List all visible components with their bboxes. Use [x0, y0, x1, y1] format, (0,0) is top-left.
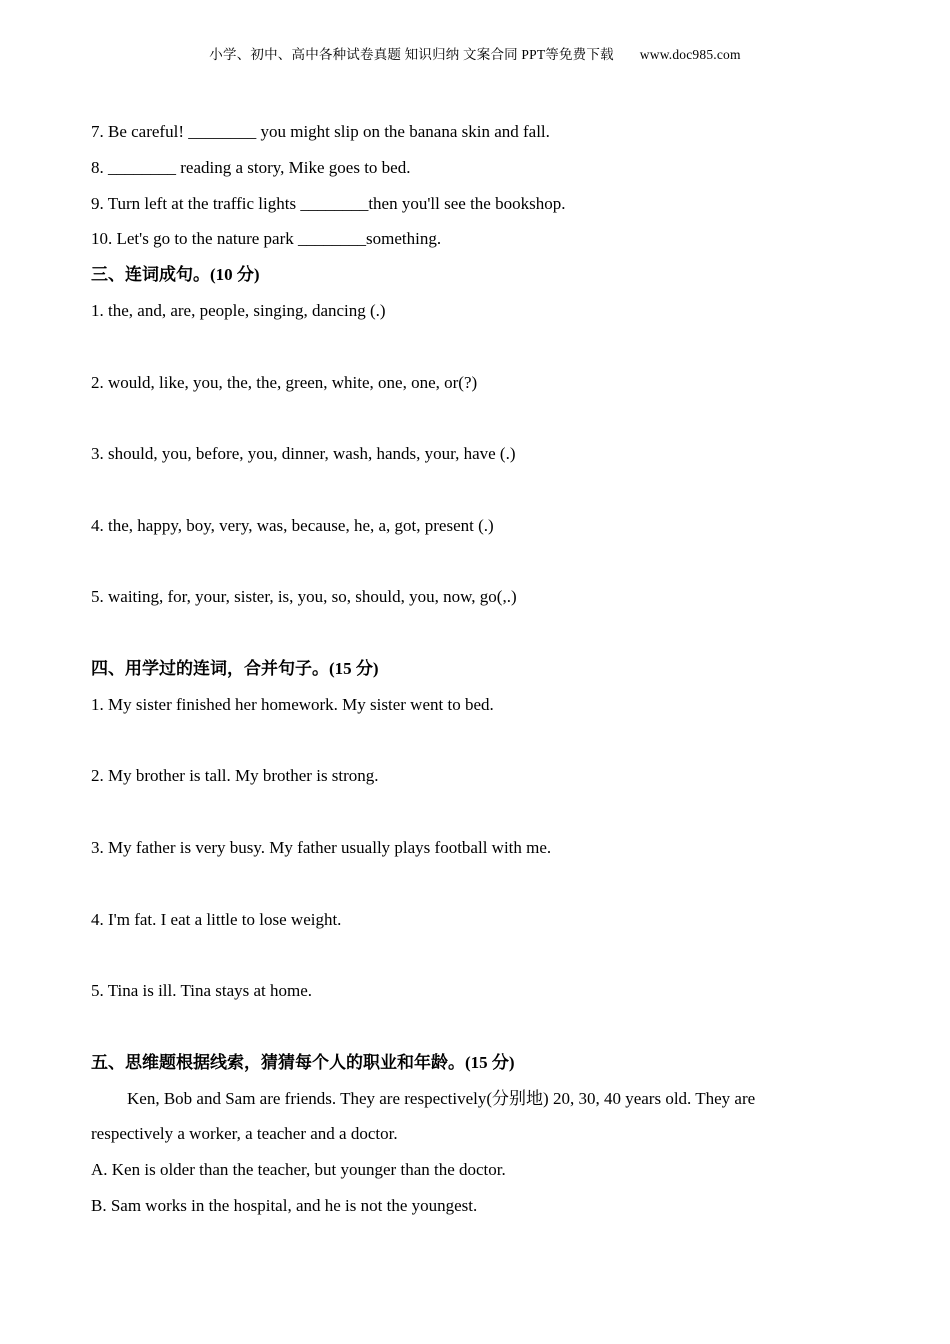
section-3-item-1: 1. the, and, are, people, singing, dancing (.) [91, 300, 386, 320]
section-4-item-3: 3. My father is very busy. My father usually plays football with me. [91, 837, 552, 857]
section-5-clue-a: A. Ken is older than the teacher, but younger than the doctor. [91, 1160, 506, 1180]
question-7: 7. Be careful! ________ you might slip on the banana skin and fall. [91, 122, 550, 141]
section-4-item-2: 2. My brother is tall. My brother is strong. [91, 766, 379, 786]
header-text: 小学、初中、高中各种试卷真题 知识归纳 文案合同 PPT等免费下载 [209, 47, 614, 62]
section-3-item-3: 3. should, you, before, you, dinner, wash, hands, your, have (.) [91, 444, 516, 464]
section-3-heading: 三、连词成句。(10 分) [91, 265, 260, 285]
page-header [0, 46, 950, 64]
section-4-item-1: 1. My sister finished her homework. My sister went to bed. [91, 694, 494, 714]
section-3-item-5: 5. waiting, for, your, sister, is, you, so, should, you, now, go(,.) [91, 587, 517, 607]
section-4-heading: 四、用学过的连词，合并句子。(15 分) [91, 658, 379, 678]
question-8: 8. ________ reading a story, Mike goes to bed. [91, 157, 411, 177]
section-3-item-2: 2. would, like, you, the, the, green, white, one, one, or(?) [91, 372, 478, 392]
section-3-item-4: 4. the, happy, boy, very, was, because, he, a, got, present (.) [91, 515, 494, 535]
question-9: 9. Turn left at the traffic lights ________then you'll see the bookshop. [91, 193, 566, 213]
question-10: 10. Let's go to the nature park ________something. [91, 229, 442, 249]
document-content [91, 114, 866, 1224]
header-site-url: www.doc985.com [639, 47, 741, 62]
section-4-item-5: 5. Tina is ill. Tina stays at home. [91, 981, 313, 1001]
section-5-paragraph-line-1: Ken, Bob and Sam are friends. They are respectively(分别地) 20, 30, 40 years old. They are [127, 1088, 756, 1108]
section-4-item-4: 4. I'm fat. I eat a little to lose weight. [91, 909, 342, 929]
section-5-clue-b: B. Sam works in the hospital, and he is not the youngest. [91, 1195, 478, 1215]
section-5-paragraph-line-2: respectively a worker, a teacher and a doctor. [91, 1124, 398, 1144]
section-5-heading: 五、思维题根据线索，猜猜每个人的职业和年龄。(15 分) [91, 1052, 515, 1072]
